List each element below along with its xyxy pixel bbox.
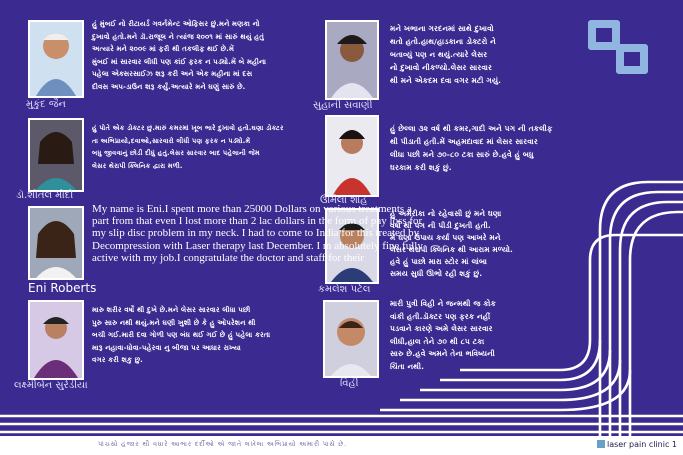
testimonial-line: ઘરકામ કરી શકું છું.	[390, 163, 452, 172]
clinic-logo-icon	[588, 20, 648, 74]
testimonial-line: મારી પુત્રી વિહી ને જન્મથી જ કોક	[390, 299, 496, 308]
testimonial-line: સમય સુધી ઊભો રહી શકું છું.	[390, 269, 483, 278]
testimonial-line: લેસર થેરાપી ક્લિનિક થી આરામ મળ્યો.	[390, 245, 514, 254]
testimonial-line: મુંબઈ માં સારવાર લીધી પણ કાંઈ ફરક ન પડ્યો.મેં બે મહીના	[92, 57, 267, 66]
testimonial-line: લેસર થેરાપી ક્લિનિક દ્વારા મળી.	[92, 161, 183, 170]
testimonial-line: થતો હતો.હાથ/હાડકાના ડોક્ટરો ને	[390, 37, 496, 46]
testimonial-text-3	[92, 122, 314, 172]
testimonial-photo-8	[323, 300, 379, 378]
testimonial-text-4	[390, 122, 590, 174]
testimonial-line: મેં ઘણા ઉપાય કર્યા પણ આખરે મને	[390, 233, 501, 242]
testimonial-line: હું છેલ્લા ૩૨ વર્ષ થી કમર,ગાદી અને પગ ની તકલીફ	[390, 124, 553, 133]
testimonial-line: બતાવ્યું પણ ન થયું.ત્યારે લેસર	[390, 50, 488, 59]
testimonial-line: મને ખભાના ગરદનમાં સાથે દુખાવો	[390, 24, 494, 33]
testimonial-line: બધુ જીવવાનું છોડી દીધું હતું.લેસર સારવાર બાદ પહેલાની જેમ	[92, 149, 260, 157]
testimonial-name-6: લક્ષ્મીબેન સુરેડીયા	[14, 380, 88, 391]
testimonial-line: સારુ છે.હવે અમને તેના ભવિષ્યની	[390, 349, 495, 358]
testimonial-line: વર્ષો થી પગ ની પીડી દુખતી હતી.	[390, 221, 491, 230]
testimonial-name-4: ઉર્મિલા શાહ	[320, 195, 368, 206]
testimonial-line: પહેલા એક્સરસાઈઝ શરૂ કરી અને એક મહીના માં દસ	[92, 70, 253, 78]
testimonial-name-3: ડૉ.શીતલ મોદી	[16, 190, 74, 201]
testimonial-photo-5	[28, 206, 84, 280]
testimonial-line: દીવસ અપ-ડાઉન શરૂ કર્યું.અત્યારે મને ઘણું સારું છે.	[92, 82, 246, 91]
testimonial-line: વગર કરી શકુ છુ.	[92, 356, 144, 364]
testimonial-line: મારૂ નહાવા-ધોવા-પહેરવા નુ બીજા પર આધાર રાખ્યા	[92, 343, 241, 352]
testimonial-photo-4	[325, 115, 379, 197]
testimonial-line: હું અમેરીકા નો રહેવાસી છું મને ઘણા	[390, 209, 502, 218]
testimonial-text-1	[92, 18, 308, 93]
testimonial-photo-3	[28, 118, 84, 192]
testimonial-line: પડવાને કારણે અમે લેસર સારવાર	[390, 324, 493, 333]
testimonial-name-1: મુકુંદ જૈન	[26, 99, 66, 110]
testimonial-line: અત્યારે મને ૨૦૦૯ માં ફરી થી તકલીફ થઈ છે.મેં	[92, 45, 235, 53]
testimonial-text-6	[92, 304, 314, 367]
testimonial-line: મારુ શરીર વર્ષો થી દુખે છે.મને લેસર સારવાર લીધા પછી	[92, 306, 251, 314]
brand-text: laser pain clinic 1	[606, 440, 677, 449]
testimonial-line: હવે હું પાછો મારા સ્ટોર માં લાંબા	[390, 257, 487, 266]
testimonial-line: બચી ગઈ.મારી દવા ગોળી પણ બંધ થઈ ગઈ છે હું પહેલા કરતા	[92, 331, 271, 339]
testimonial-name-7: વિહી	[340, 378, 359, 389]
brand-label	[597, 440, 677, 449]
testimonial-photo-1	[28, 20, 84, 98]
testimonial-photo-2	[325, 20, 379, 100]
clinic-mark-icon	[597, 440, 605, 448]
testimonial-text-7	[390, 298, 580, 373]
testimonial-text-eni: My name is Eni.I spent more than 25000 Dollars on various treatments a part from that even I lost more than 2 lac dollars in the form of pay loss for my slip disc problem in my neck. I had to come to India for this treated by Decompression with Laser therapy last December. I m absolutely fine fully active with my job.I congratulate the doctor and staff for their	[92, 203, 423, 264]
testimonial-line: થી મને એકદમ દવા વગર મટી ગયું.	[390, 76, 502, 85]
testimonial-name-2: સુહાની સવાણી	[313, 100, 373, 111]
testimonial-line: લીધા પછી મને ૭૦-૮૦ ટકા સારું છે.હવે હું બધુ	[390, 150, 534, 159]
testimonial-line: થી પીડાતી હતી.મેં અહમદાવાદ માં લેસર સારવાર	[390, 137, 538, 146]
testimonial-line: લીધી,હાલ તેને ૭૦ થી ૮૫ ટકા	[390, 336, 485, 346]
testimonial-line: તા અભિપ્રાયો,દવાઓ,સારવારો લીધી પણ ફરક ન પડ્યો.મેં	[92, 136, 251, 145]
testimonial-line: નો દુખાવો નીકળ્યો.લેસર સારવાર	[390, 63, 493, 72]
testimonial-name-eni: Eni Roberts	[28, 281, 97, 295]
testimonial-name-5: કમલેશ પટેલ	[318, 284, 371, 295]
testimonial-line: દુખાવો હતો.મને ડૉ.રાજૂલ ને ત્યાંજ ૨૦૦૧ માં સારું થયું હતું	[92, 32, 265, 41]
testimonial-line: વાંકી હતી.ડૉક્ટર પણ ફરક નહીં	[390, 311, 491, 321]
testimonial-line: હું મુંબઈ નો રીટાયર્ડ ગવર્નમેન્ટ ઓફિસર છું.મને મણકા નો	[92, 20, 260, 28]
testimonial-line: પુરુ સારુ નથી થયું.મને ઘણી ખુશી છે કે હુ ઓપરેશન થી	[92, 318, 256, 327]
testimonial-line: હું પોતે એક ડોક્ટર છું.મારું કમરમાં ખૂબ ભારે દુખાવો હતો.ઘણા ડોક્ટર	[92, 124, 284, 132]
testimonial-text-2	[390, 22, 578, 87]
testimonial-photo-7	[28, 300, 84, 380]
testimonial-line: ચિંતા નથી.	[390, 361, 425, 371]
footer-text: પાંચસો હજાર થી વધારે આભાર દર્દીઓ એ જાતે લખેલા અભિપ્રાયો અમારી પાસે છે.	[98, 440, 347, 448]
